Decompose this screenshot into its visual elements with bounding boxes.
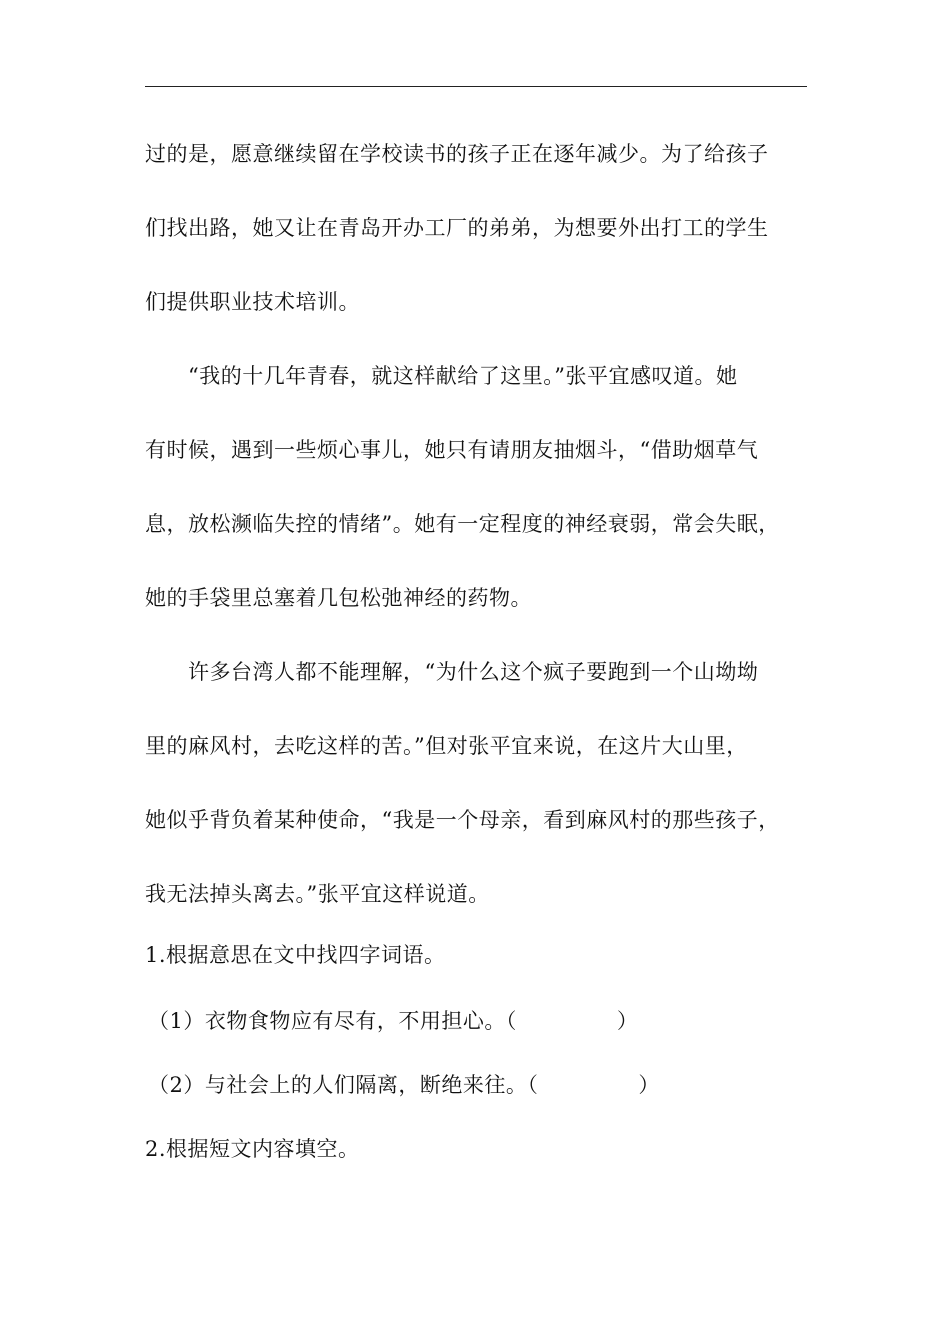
- text-line: 她的手袋里总塞着几包松弛神经的药物。: [145, 586, 532, 610]
- header-rule: [145, 86, 807, 87]
- question-1-title: 1.根据意思在文中找四字词语。: [145, 943, 446, 967]
- text-line: 息，放松濒临失控的情绪”。她有一定程度的神经衰弱，常会失眠，: [145, 512, 780, 536]
- text-line: 她似乎背负着某种使命，“我是一个母亲，看到麻风村的那些孩子，: [145, 808, 780, 832]
- text-line: 我无法掉头离去。”张平宜这样说道。: [145, 882, 490, 906]
- text-line: 们提供职业技术培训。: [145, 290, 360, 314]
- question-1-item-1-text: （1）衣物食物应有尽有，不用担心。（: [148, 1009, 517, 1033]
- closing-paren: ）: [638, 1073, 660, 1097]
- question-1-item-2-text: （2）与社会上的人们隔离，断绝来往。（: [148, 1073, 539, 1097]
- question-1-item-2: [148, 1070, 828, 1100]
- question-1-item-1: [148, 1006, 828, 1036]
- text-line: 里的麻风村，去吃这样的苦。”但对张平宜来说，在这片大山里，: [145, 734, 748, 758]
- text-line: 许多台湾人都不能理解，“为什么这个疯子要跑到一个山坳坳: [145, 660, 759, 684]
- article-body: [145, 134, 825, 948]
- text-line: 过的是，愿意继续留在学校读书的孩子正在逐年减少。为了给孩子: [145, 142, 769, 166]
- text-line: 们找出路，她又让在青岛开办工厂的弟弟，为想要外出打工的学生: [145, 216, 769, 240]
- closing-paren: ）: [616, 1009, 639, 1033]
- text-line: 有时候，遇到一些烦心事儿，她只有请朋友抽烟斗，“借助烟草气: [145, 438, 759, 462]
- question-2-title: 2.根据短文内容填空。: [145, 1137, 360, 1161]
- text-line: “我的十几年青春，就这样献给了这里。”张平宜感叹道。她: [145, 364, 738, 388]
